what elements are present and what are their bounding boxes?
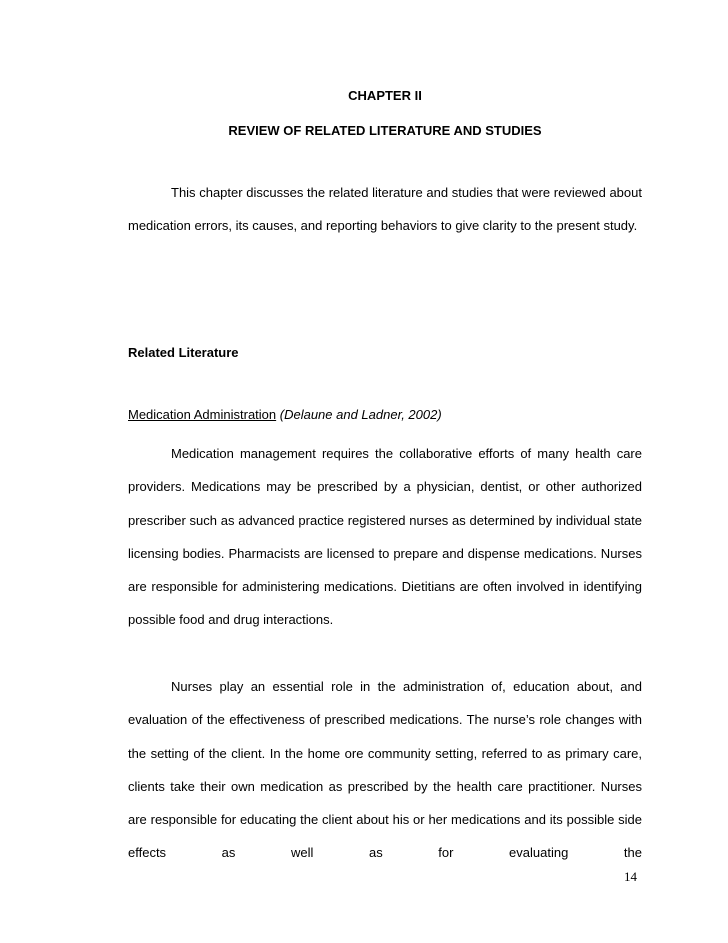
chapter-title: REVIEW OF RELATED LITERATURE AND STUDIES — [228, 123, 542, 138]
body-paragraph-2-text: Nurses play an essential role in the administration of, education about, and evaluation of the effectiveness of prescribed medications. The nurse’s role changes with the setting of the client. In the home ore community setting, referred to as primary care, clients take their own medication as prescribed by the health care practitioner. Nurses are responsible for educating the client about his or her medications and its possible side effects as well as for evaluating the — [128, 679, 642, 861]
body-paragraph-2 — [128, 670, 642, 870]
section-heading: Related Literature — [128, 345, 239, 360]
chapter-number: CHAPTER II — [348, 88, 422, 103]
body-paragraph-1 — [128, 437, 642, 637]
intro-paragraph — [128, 176, 642, 243]
subsection-title: Medication Administration — [128, 407, 277, 422]
page-number: 14 — [624, 869, 637, 884]
subsection-heading — [128, 407, 442, 422]
subsection-citation: (Delaune and Ladner, 2002) — [279, 407, 442, 422]
body-paragraph-1-text: Medication management requires the collaborative efforts of many health care providers. Medications may be prescribed by a physician, dentist, or other authorized prescriber such as advanced practice registered nurses as determined by individual state licensing bodies. Pharmacists are licensed to prepare and dispense medications. Nurses are responsible for administering medications. Dietitians are often involved in identifying possible food and drug interactions. — [128, 446, 642, 628]
intro-paragraph-text: This chapter discusses the related literature and studies that were reviewed about medication errors, its causes, and reporting behaviors to give clarity to the present study. — [128, 185, 642, 234]
